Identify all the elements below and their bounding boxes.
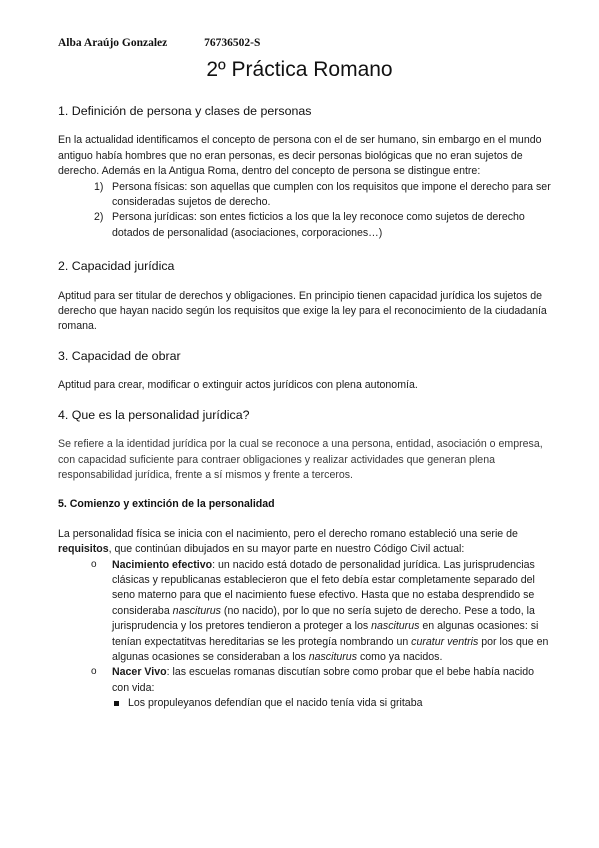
person-types-list (58, 180, 551, 242)
requirements-list (58, 558, 551, 712)
page-title: 2º Práctica Romano (206, 58, 393, 81)
square-bullet-icon (114, 701, 119, 706)
item-label: Nacer Vivo (112, 666, 167, 679)
section-2-paragraph: Aptitud para ser titular de derechos y obligaciones. En principio tienen capacidad jurídica los sujetos de derecho que hayan nacido según los requisitos que exige la ley para el reconocimiento de la ciudadanía romana. (58, 289, 547, 333)
section-3-paragraph: Aptitud para crear, modificar o extinguir actos jurídicos con plena autonomía. (58, 379, 418, 392)
document-body (58, 104, 551, 712)
circle-bullet-icon: o (91, 666, 97, 678)
item-label: Nacimiento efectivo (112, 558, 213, 571)
list-number: 1) (94, 180, 104, 193)
list-number: 2) (94, 211, 104, 224)
requisitos-bold: requisitos (58, 543, 109, 556)
section-5-heading: 5. Comienzo y extinción de la personalidad (58, 498, 275, 511)
list-item (58, 210, 551, 241)
section-1-heading: 1. Definición de persona y clases de personas (58, 104, 312, 118)
list-item-text: Persona físicas: son aquellas que cumplen con los requisitos que impone el derecho para ser consideradas sujetos de derecho. (112, 180, 551, 209)
section-5-paragraph: La personalidad física se inicia con el nacimiento, pero el derecho romano estableció una serie de requisitos, que continúan dibujados en su mayor parte en nuestro Código Civil actual: (58, 527, 518, 556)
list-item (58, 180, 551, 211)
student-id: 76736502-S (204, 37, 261, 49)
sub-list (112, 696, 551, 711)
circle-bullet-icon: o (91, 558, 97, 570)
section-3-heading: 3. Capacidad de obrar (58, 348, 181, 363)
section-2-heading: 2. Capacidad jurídica (58, 259, 175, 274)
list-item-nacimiento-efectivo: o Nacimiento efectivo: un nacido está dotado de personalidad jurídica. Las jurisprudencias clásicas y republicanas establecieron que el feto debía estar completamente separado del seno materno para que el nacimiento fuese efectivo. Hasta que no estaba desprendido se consideraba nasciturus (no nacido), por lo que no sería sujeto de derecho. Pese a todo, la jurisprudencia y los pretores tendieron a proteger a los nasciturus en algunas ocasiones: si tenían expectatitvas hereditarias se les protegía nombrando un curatur ventris por los que en algunas ocasiones se consideraban a los nasciturus como ya nacidos. (91, 558, 549, 663)
author-name: Alba Araújo Gonzalez (58, 37, 168, 49)
sub-list-item: Los propuleyanos defendían que el nacido tenía vida si gritaba (112, 696, 551, 711)
list-item-text: Persona jurídicas: son entes ficticios a los que la ley reconoce como sujetos de derecho dotados de personalidad (asociaciones, corporaciones…) (112, 211, 525, 239)
document-header (58, 37, 260, 49)
list-item-nacer-vivo: o Nacer Vivo: las escuelas romanas discutían sobre como probar que el bebe había nacido con vida: Los propuleyanos defendían que el nacido tenía vida si gritaba (58, 665, 551, 711)
section-1-paragraph: En la actualidad identificamos el concepto de persona con el de ser humano, sin embargo en el mundo antiguo había hombres que no eran personas, es decir personas biológicas que no eran sujetos de derecho. Además en la Antigua Roma, dentro del concepto de persona se distingue entre: (58, 134, 542, 178)
section-4-paragraph: Se refiere a la identidad jurídica por la cual se reconoce a una persona, entidad, asociación o empresa, con capacidad suficiente para contraer obligaciones y realizar actividades que generan plena responsabilidad jurídica, frente a sí mismos y frente a terceros. (58, 438, 543, 481)
section-4-heading: 4. Que es la personalidad jurídica? (58, 407, 250, 422)
